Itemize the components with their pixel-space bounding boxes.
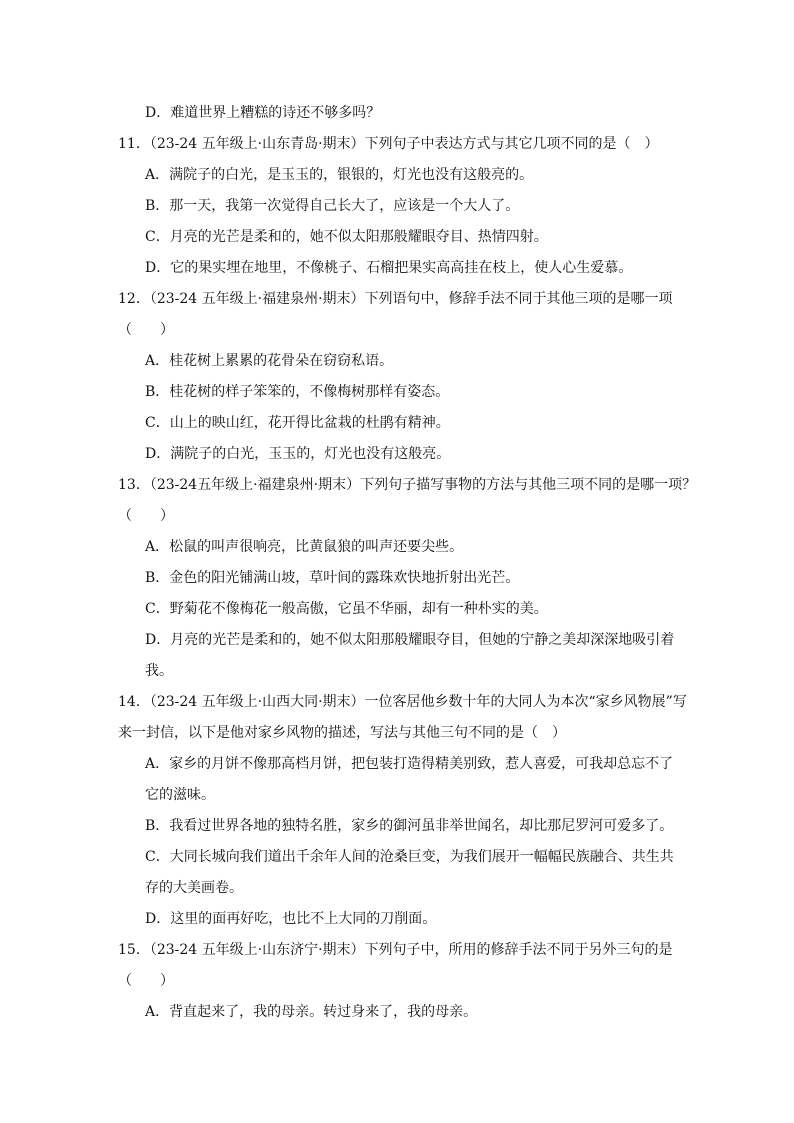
q13-answer-blank: （ ） [118,508,174,524]
q13-option-a: A．松鼠的叫声很响亮，比黄鼠狼的叫声还要尖些。 [145,539,464,555]
q14-stem-continued: 来一封信，以下是他对家乡风物的描述，写法与其他三句不同的是（ ） [118,725,566,741]
q12-option-c: C．山上的映山红，花开得比盆栽的杜鹃有精神。 [145,415,450,431]
q10-option-d: D．难道世界上糟糕的诗还不够多吗？ [145,105,381,121]
q13-option-b: B．金色的阳光铺满山坡，草叶间的露珠欢快地折射出光芒。 [145,570,520,586]
q12-option-a: A．桂花树上累累的花骨朵在窃窃私语。 [145,353,394,369]
q14-option-a: A．家乡的月饼不像那高档月饼，把包装打造得精美别致，惹人喜爱，可我却总忘不了 [145,756,674,772]
q12-option-b: B．桂花树的样子笨笨的，不像梅树那样有姿态。 [145,384,450,400]
q14-option-b: B．我看过世界各地的独特名胜，家乡的御河虽非举世闻名，却比那尼罗河可爱多了。 [145,818,674,834]
q14-option-c: C．大同长城向我们道出千余年人间的沧桑巨变，为我们展开一幅幅民族融合、共生共 [145,849,674,865]
q13-stem: 13．（23-24五年级上·福建泉州·期末）下列句子描写事物的方法与其他三项不同的是哪一项？ [118,477,697,493]
q11-option-c: C．月亮的光芒是柔和的，她不似太阳那般耀眼夺目、热情四射。 [145,229,548,245]
q11-stem: 11．（23-24 五年级上·山东青岛·期末）下列句子中表达方式与其它几项不同的是（ ） [118,136,659,152]
q13-option-d-continued: 我。 [145,663,173,679]
q14-option-d: D．这里的面再好吃，也比不上大同的刀削面。 [145,911,437,927]
q15-answer-blank: （ ） [118,973,174,989]
q13-option-d: D．月亮的光芒是柔和的，她不似太阳那般耀眼夺目，但她的宁静之美却深深地吸引着 [145,632,675,648]
q14-option-c-continued: 存的大美画卷。 [145,880,243,896]
q15-stem: 15．（23-24 五年级上·山东济宁·期末）下列句子中，所用的修辞手法不同于另外三句的是 [118,942,673,958]
q11-option-d: D．它的果实埋在地里，不像桃子、石榴把果实高高挂在枝上，使人心生爱慕。 [145,260,633,276]
q14-stem: 14．（23-24 五年级上·山西大同·期末）一位客居他乡数十年的大同人为本次“家乡风物展”写 [118,694,687,710]
q11-option-b: B．那一天，我第一次觉得自己长大了，应该是一个大人了。 [145,198,520,214]
q11-option-a: A．满院子的白光，是玉玉的，银银的，灯光也没有这般亮的。 [145,167,534,183]
q15-option-a: A．背直起来了，我的母亲。转过身来了，我的母亲。 [145,1004,478,1020]
q12-option-d: D．满院子的白光，玉玉的，灯光也没有这般亮。 [145,446,451,462]
q14-option-a-continued: 它的滋味。 [145,787,215,803]
q12-stem: 12．（23-24 五年级上·福建泉州·期末）下列语句中，修辞手法不同于其他三项的是哪一项 [118,291,673,307]
q12-answer-blank: （ ） [118,322,174,338]
q13-option-c: C．野菊花不像梅花一般高傲，它虽不华丽，却有一种朴实的美。 [145,601,548,617]
